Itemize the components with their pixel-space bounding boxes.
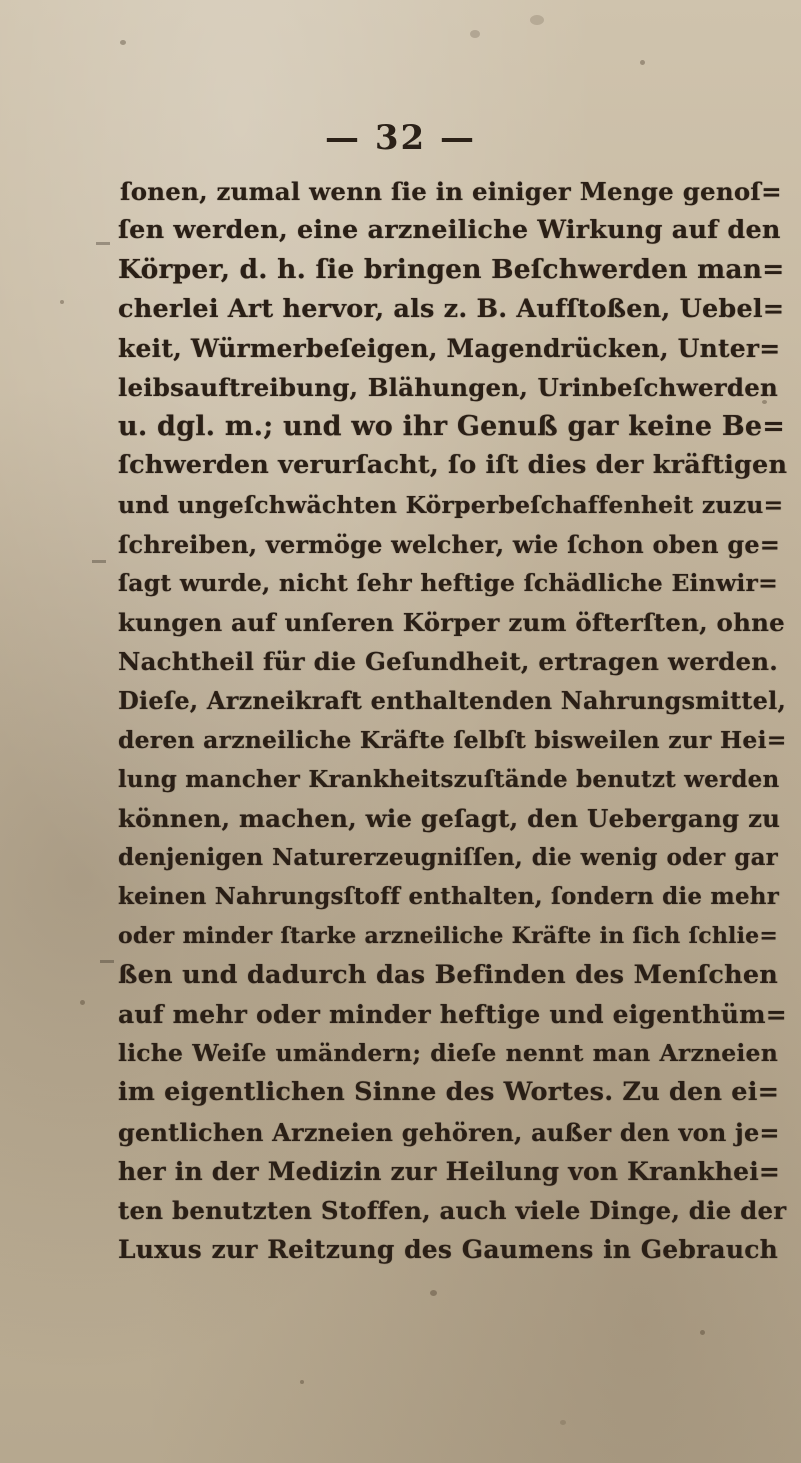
text-line: ſchreiben, vermöge welcher, wie ſchon oben ge= xyxy=(118,529,781,559)
text-line: ſchwerden verurſacht, ſo iſt dies der kräftigen xyxy=(118,450,788,481)
paper-speckle xyxy=(300,1380,304,1384)
text-line: ten benutzten Stoffen, auch viele Dinge, die der xyxy=(118,1195,787,1225)
text-line: Dieſe, Arzneikraft enthaltenden Nahrungsmittel, xyxy=(118,686,787,716)
paper-speckle xyxy=(560,1420,566,1425)
text-line: auf mehr oder minder heftige und eigenthüm= xyxy=(118,999,787,1029)
paper-speckle xyxy=(530,15,544,25)
paper-speckle xyxy=(700,1330,705,1335)
page-body-text xyxy=(118,172,788,1269)
text-line: Luxus zur Reitzung des Gaumens in Gebrauch xyxy=(118,1235,778,1265)
paper-speckle xyxy=(60,300,64,304)
paper-speckle xyxy=(120,40,126,45)
text-line: leibsauftreibung, Blähungen, Urinbeſchwerden xyxy=(118,372,778,402)
margin-mark xyxy=(92,560,106,563)
page-number-header: — 32 — xyxy=(325,118,476,158)
text-line: ſonen, zumal wenn ſie in einiger Menge genoſ= xyxy=(120,177,782,206)
paper-speckle xyxy=(640,60,645,65)
text-line: ſagt wurde, nicht ſehr heftige ſchädliche Einwir= xyxy=(118,568,778,597)
text-line: gentlichen Arzneien gehören, außer den von je= xyxy=(118,1117,780,1147)
text-line: lung mancher Krankheitszuſtände benutzt werden xyxy=(118,765,780,793)
text-line: keit, Würmerbeſeigen, Magendrücken, Unter= xyxy=(118,333,781,363)
text-line: denjenigen Naturerzeugniſſen, die wenig oder gar xyxy=(118,844,778,872)
paper-speckle xyxy=(80,1000,85,1005)
margin-mark xyxy=(96,242,110,245)
text-line: Körper, d. h. ſie bringen Beſchwerden man= xyxy=(118,254,785,286)
margin-mark xyxy=(100,960,114,963)
paper-speckle xyxy=(470,30,480,38)
text-line: oder minder ſtarke arzneiliche Kräfte in ſich ſchlie= xyxy=(118,922,778,949)
text-line: her in der Medizin zur Heilung von Krankhei= xyxy=(118,1156,781,1186)
text-line: kungen auf unſeren Körper zum öfterſten, ohne xyxy=(118,608,785,638)
text-line: im eigentlichen Sinne des Wortes. Zu den ei= xyxy=(118,1077,780,1108)
text-line: u. dgl. m.; und wo ihr Genuß gar keine Be= xyxy=(118,411,786,443)
text-line: liche Weiſe umändern; dieſe nennt man Arzneien xyxy=(118,1039,778,1068)
text-line: Nachtheil für die Geſundheit, ertragen werden. xyxy=(118,647,778,677)
text-line: ſen werden, eine arzneiliche Wirkung auf den xyxy=(118,215,781,246)
text-line: und ungeſchwächten Körperbeſchaffenheit zuzu= xyxy=(118,490,784,519)
text-line: deren arzneiliche Kräfte ſelbſt bisweilen zur Hei= xyxy=(118,725,787,754)
text-line: keinen Nahrungsſtoff enthalten, ſondern die mehr xyxy=(118,883,780,911)
paper-speckle xyxy=(430,1290,437,1296)
text-line: können, machen, wie geſagt, den Uebergang zu xyxy=(118,804,781,833)
text-line: cherlei Art hervor, als z. B. Aufſtoßen, Uebel= xyxy=(118,293,785,324)
text-line: ßen und dadurch das Befinden des Menſchen xyxy=(118,959,778,990)
